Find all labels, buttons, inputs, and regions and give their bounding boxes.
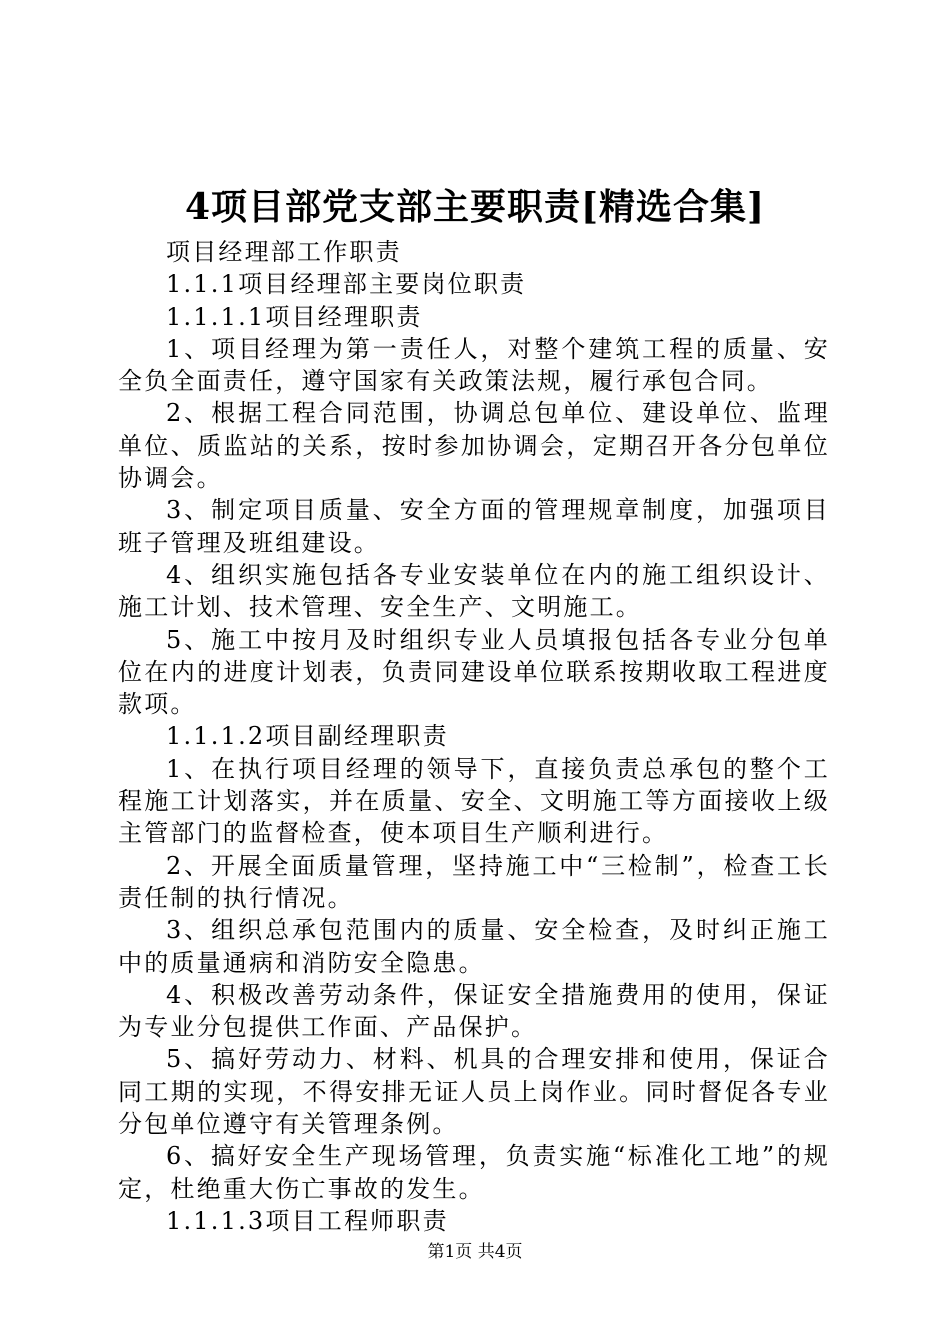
document-body — [118, 236, 830, 1237]
body-paragraph: 3、制定项目质量、安全方面的管理规章制度，加强项目班子管理及班组建设。 — [118, 496, 830, 557]
body-paragraph: 6、搞好安全生产现场管理，负责实施“标准化工地”的规定，杜绝重大伤亡事故的发生。 — [118, 1142, 830, 1203]
subsection-heading: 1.1.1.3项目工程师职责 — [166, 1206, 449, 1235]
body-paragraph: 5、施工中按月及时组织专业人员填报包括各专业分包单位在内的进度计划表，负责同建设单位联系按期收取工程进度款项。 — [118, 625, 830, 719]
body-paragraph: 3、组织总承包范围内的质量、安全检查，及时纠正施工中的质量通病和消防安全隐患。 — [118, 916, 830, 977]
document-title: 4项目部党支部主要职责[精选合集] — [184, 186, 766, 228]
body-paragraph: 4、组织实施包括各专业安装单位在内的施工组织设计、施工计划、技术管理、安全生产、文明施工。 — [118, 560, 830, 622]
body-paragraph: 4、积极改善劳动条件，保证安全措施费用的使用，保证为专业分包提供工作面、产品保护。 — [118, 980, 830, 1042]
body-paragraph: 5、搞好劳动力、材料、机具的合理安排和使用，保证合同工期的实现，不得安排无证人员上岗作业。同时督促各专业分包单位遵守有关管理条例。 — [118, 1045, 830, 1139]
subsection-heading: 1.1.1.2项目副经理职责 — [166, 722, 449, 751]
body-paragraph: 1、在执行项目经理的领导下，直接负责总承包的整个工程施工计划落实，并在质量、安全、文明施工等方面接收上级主管部门的监督检查，使本项目生产顺利进行。 — [118, 754, 830, 848]
body-paragraph: 2、开展全面质量管理，坚持施工中“三检制”，检查工长责任制的执行情况。 — [118, 851, 830, 912]
page-number-footer: 第1页 共4页 — [427, 1242, 523, 1262]
body-paragraph: 1、项目经理为第一责任人，对整个建筑工程的质量、安全负全面责任，遵守国家有关政策法规，履行承包合同。 — [118, 334, 830, 396]
section-heading: 1.1.1项目经理部主要岗位职责 — [166, 270, 527, 299]
body-paragraph: 2、根据工程合同范围，协调总包单位、建设单位、监理单位、质监站的关系，按时参加协调会，定期召开各分包单位协调会。 — [118, 399, 830, 493]
subsection-heading: 1.1.1.1项目经理职责 — [166, 302, 423, 331]
section-heading: 项目经理部工作职责 — [166, 238, 402, 266]
